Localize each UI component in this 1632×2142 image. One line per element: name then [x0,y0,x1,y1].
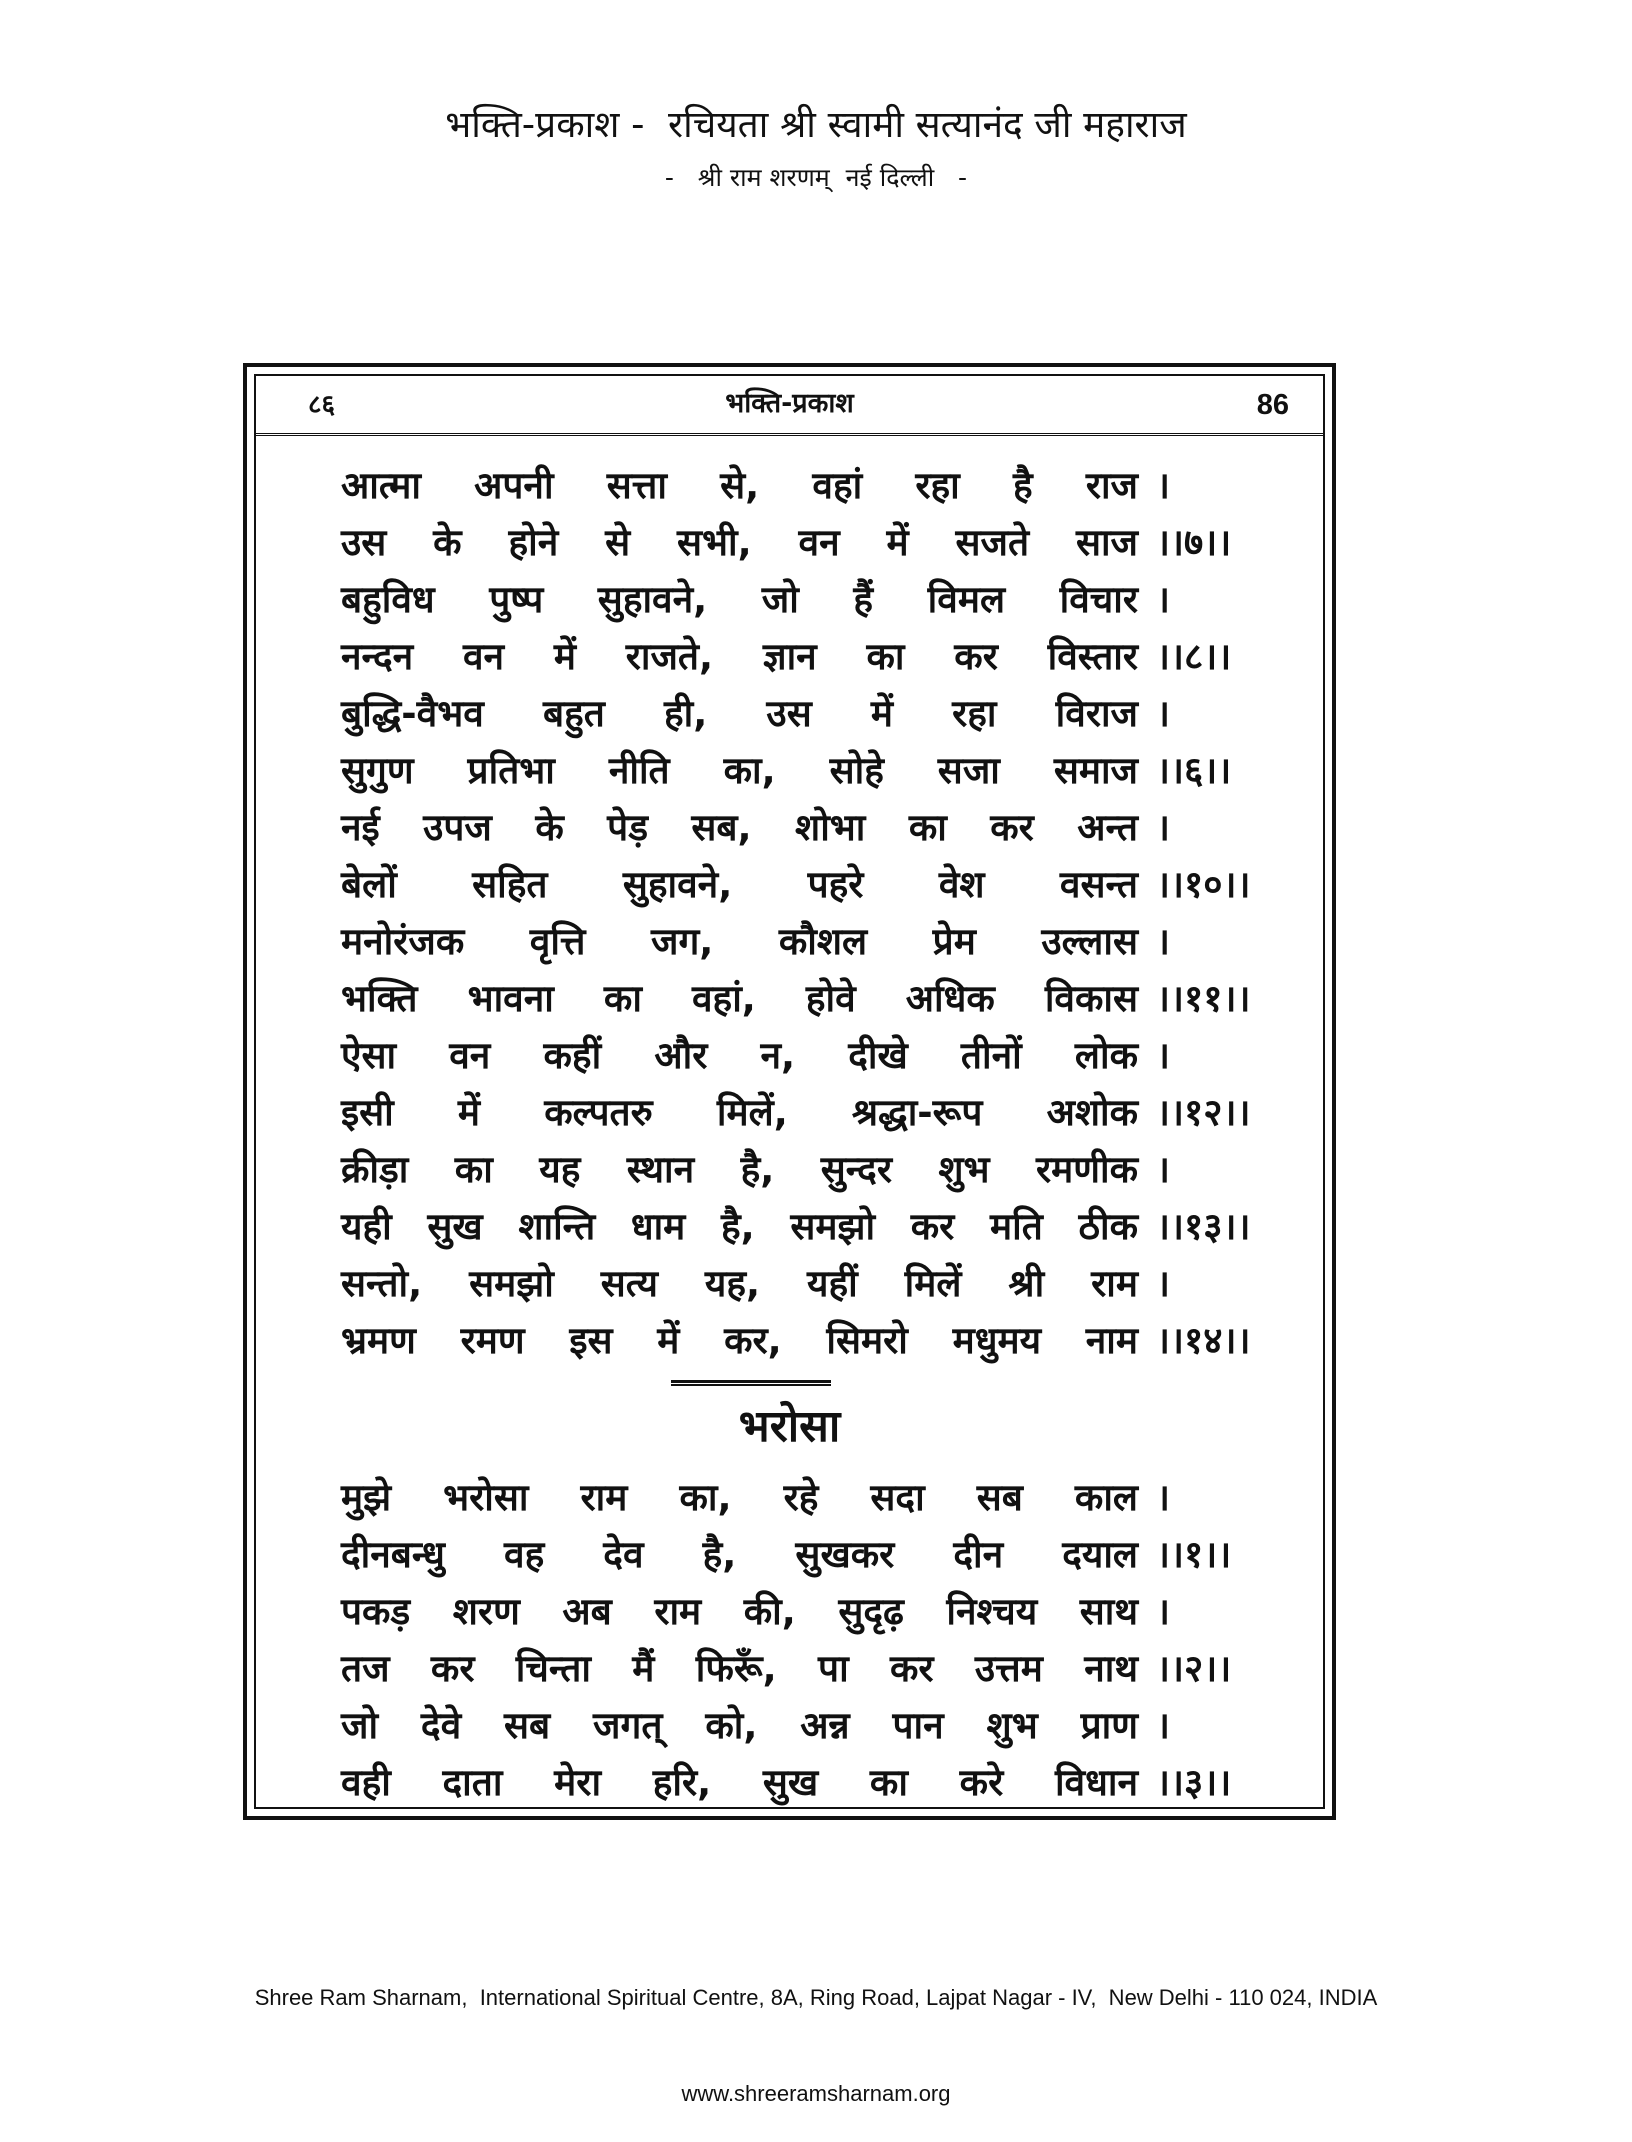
verse-text: भ्रमण रमण इस में कर, सिमरो मधुमय नाम [341,1319,1138,1362]
verse-end-marker: ।।१३।। [1156,1205,1251,1248]
book-page-frame [243,363,1336,1820]
verse-block-section [341,1467,1261,1809]
verse-end-marker: । [1156,1262,1171,1305]
verse-text: मनोरंजक वृत्ति जग, कौशल प्रेम उल्लास [341,920,1138,963]
verse-end-marker: ।।१४।। [1156,1319,1251,1362]
verse-end-marker: ।।११।। [1156,977,1251,1020]
verse-text: इसी में कल्पतरु मिलें, श्रद्धा-रूप अशोक [341,1091,1138,1134]
verse-end-marker: । [1156,920,1171,963]
header-title: भक्ति-प्रकाश - रचियता श्री स्वामी सत्यानंद जी महाराज [445,103,1187,146]
verse-text: उस के होने से सभी, वन में सजते साज [341,521,1138,564]
verse-end-marker: । [1156,1034,1171,1077]
verse-line [341,512,1261,569]
verse-end-marker: । [1156,806,1171,849]
verse-text: बेलों सहित सुहावने, पहरे वेश वसन्त [341,863,1138,906]
verse-end-marker: ।।१०।। [1156,863,1251,906]
page-header [0,100,1632,198]
verse-text: पकड़ शरण अब राम की, सुदृढ़ निश्चय साथ [341,1590,1138,1633]
header-subtitle: - श्री राम शरणम् नई दिल्ली - [664,163,968,192]
verse-block-main [341,455,1261,1367]
verse-line [341,569,1261,626]
verse-text: क्रीड़ा का यह स्थान है, सुन्दर शुभ रमणीक [341,1148,1138,1191]
verse-line [341,740,1261,797]
book-page-inner-border [254,374,1325,1809]
verse-line [341,1752,1261,1809]
verse-text: बुद्धि-वैभव बहुत ही, उस में रहा विराज [341,692,1138,735]
verse-line [341,1082,1261,1139]
verse-line [341,1025,1261,1082]
section-heading: भरोसा [738,1401,841,1452]
verse-text: सन्तो, समझो सत्य यह, यहीं मिलें श्री राम [341,1262,1138,1305]
verse-text: जो देवे सब जगत् को, अन्न पान शुभ प्राण [341,1704,1138,1747]
verse-text: मुझे भरोसा राम का, रहे सदा सब काल [341,1476,1138,1519]
verse-text: नन्दन वन में राजते, ज्ञान का कर विस्तार [341,635,1138,678]
verse-text: सुगुण प्रतिभा नीति का, सोहे सजा समाज [341,749,1138,792]
verse-end-marker: ।।२।। [1156,1647,1232,1690]
verse-end-marker: । [1156,464,1171,507]
page-footer [0,1918,1632,2142]
verse-end-marker: । [1156,1476,1171,1519]
verse-end-marker: ।।३।। [1156,1761,1232,1804]
verse-end-marker: । [1156,1704,1171,1747]
footer-website[interactable]: www.shreeramsharnam.org [681,2081,951,2106]
verse-text: ऐसा वन कहीं और न, दीखे तीनों लोक [341,1034,1138,1077]
verse-end-marker: ।।६।। [1156,749,1232,792]
verse-line [341,797,1261,854]
verse-text: तज कर चिन्ता मैं फिरूँ, पा कर उत्तम नाथ [341,1647,1138,1690]
verse-text: नई उपज के पेड़ सब, शोभा का कर अन्त [341,806,1138,849]
verse-line [341,1253,1261,1310]
verse-line [341,1310,1261,1367]
verse-text: भक्ति भावना का वहां, होवे अधिक विकास [341,977,1138,1020]
verse-text: यही सुख शान्ति धाम है, समझो कर मति ठीक [341,1205,1138,1248]
verse-line [341,1581,1261,1638]
running-head [256,376,1323,436]
verse-line [341,1524,1261,1581]
verse-end-marker: । [1156,1148,1171,1191]
verse-line [341,1695,1261,1752]
running-title: भक्ति-प्रकाश [725,388,854,419]
verse-line [341,1196,1261,1253]
verse-text: वही दाता मेरा हरि, सुख का करे विधान [341,1761,1138,1804]
verse-end-marker: ।।१।। [1156,1533,1232,1576]
verse-line [341,626,1261,683]
verse-text: दीनबन्धु वह देव है, सुखकर दीन दयाल [341,1533,1138,1576]
verse-line [341,1638,1261,1695]
verse-line [341,968,1261,1025]
verse-text: आत्मा अपनी सत्ता से, वहां रहा है राज [341,464,1138,507]
verse-line [341,1467,1261,1524]
verse-line [341,911,1261,968]
verse-text: बहुविध पुष्प सुहावने, जो हैं विमल विचार [341,578,1138,621]
section-divider [671,1380,831,1386]
footer-address: Shree Ram Sharnam, International Spiritual Centre, 8A, Ring Road, Lajpat Nagar - IV, New Delhi - 110 024, INDIA [254,1985,1378,2010]
verse-end-marker: । [1156,692,1171,735]
verse-line [341,455,1261,512]
verse-end-marker: ।।८।। [1156,635,1232,678]
page-number-devanagari: ८६ [308,390,336,420]
verse-end-marker: ।।७।। [1156,521,1232,564]
page-number: 86 [1256,389,1289,421]
verse-end-marker: ।।१२।। [1156,1091,1251,1134]
verse-end-marker: । [1156,1590,1171,1633]
verse-line [341,683,1261,740]
verse-end-marker: । [1156,578,1171,621]
verse-line [341,1139,1261,1196]
verse-line [341,854,1261,911]
